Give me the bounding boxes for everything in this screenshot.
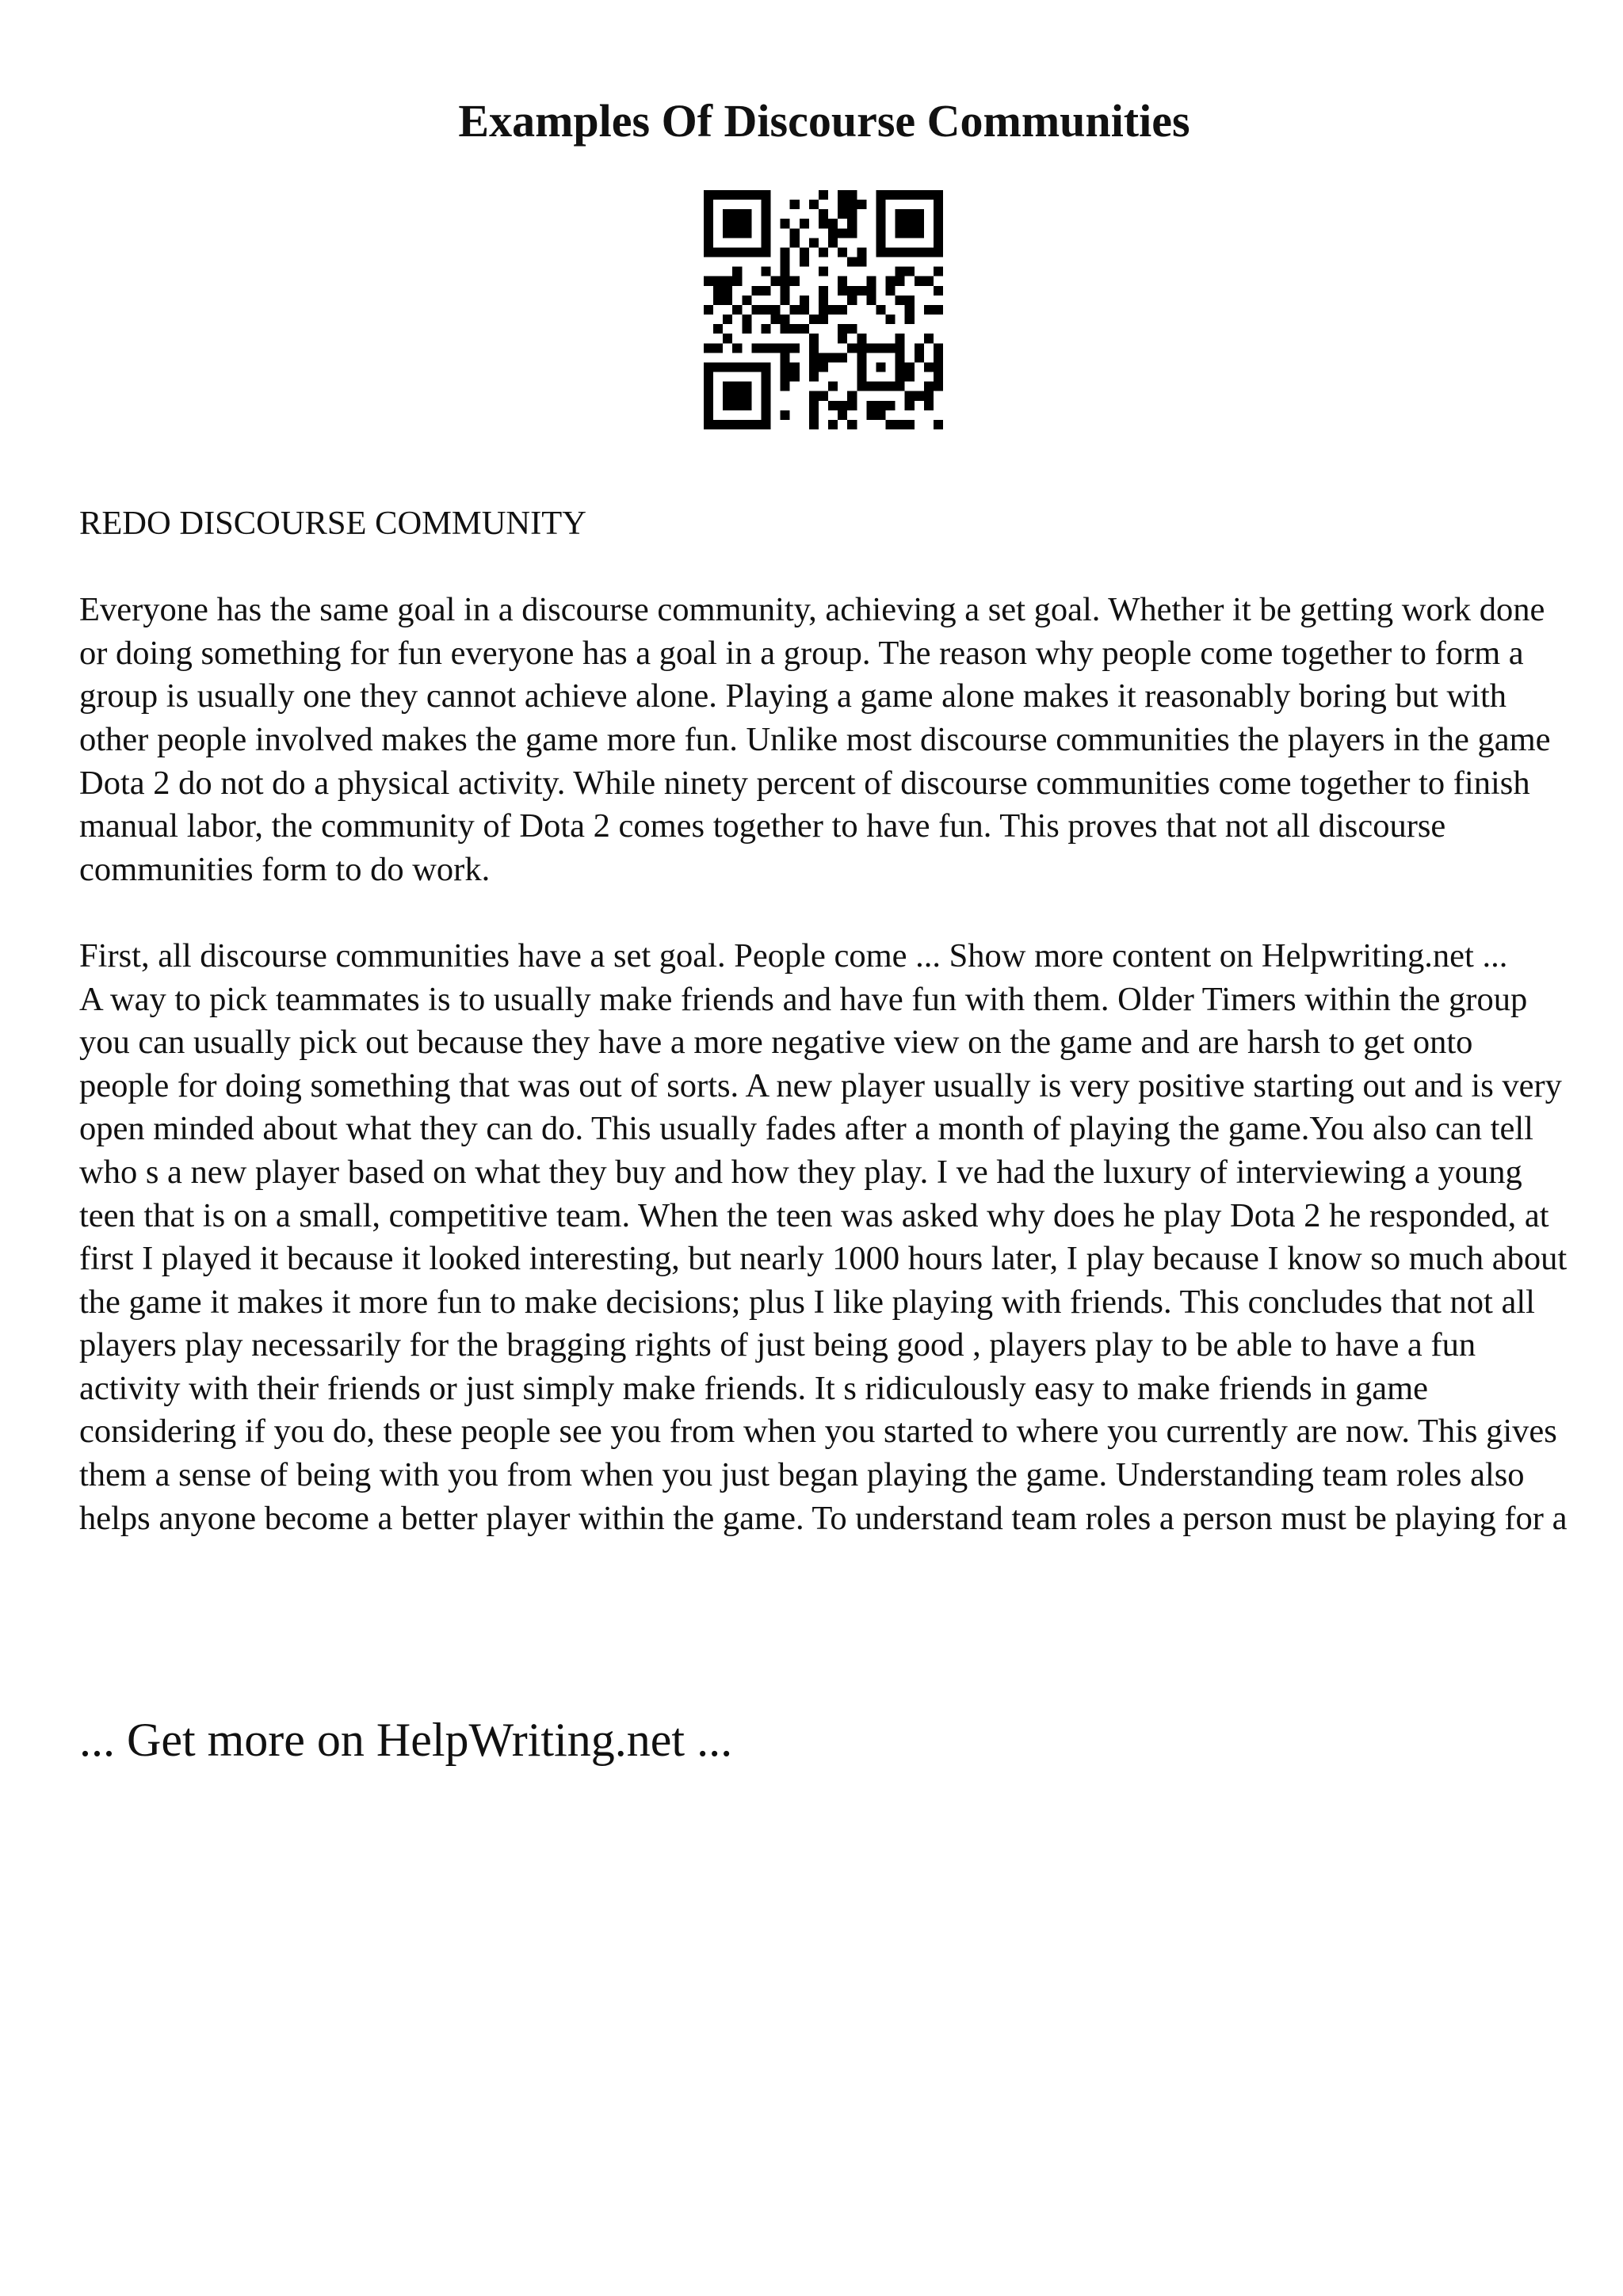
get-more-link[interactable]: ... Get more on HelpWriting.net ... bbox=[79, 1714, 733, 1766]
paragraph-intro: Everyone has the same goal in a discourse community, achieving a set goal. Whether it be getting work done or doing something for fun everyone has a goal in a group. The reason why people come together to form a group is usually one they cannot achieve alone. Playing a game alone makes it reasonably boring but with other people involved makes the game more fun. Unlike most discourse communities the players in the game Dota 2 do not do a physical activity. While ninety percent of discourse communities come together to finish manual labor, the community of Dota 2 comes together to have fun. This proves that not all discourse communities form to do work. bbox=[79, 591, 1551, 888]
document-title: Examples Of Discourse Communities bbox=[458, 95, 1190, 147]
paragraph-teammates: A way to pick teammates is to usually make friends and have fun with them. Older Timers within the group you can usually pick out because they have a more negative view on the game and are harsh to get onto people for doing something that was out of sorts. A new player usually is very positive starting out and is very open minded about what they can do. This usually fades after a month of playing the game.You also can tell who s a new player based on what they buy and how they play. I ve had the luxury of interviewing a young teen that is on a small, competitive team. When the teen was asked why does he play Dota 2 he responded, at first I played it because it looked interesting, but nearly 1000 hours later, I play because I know so much about the game it makes it more fun to make decisions; plus I like playing with friends. This concludes that not all players play necessarily for the bragging rights of just being good , players play to be able to have a fun activity with their friends or just simply make friends. It s ridiculously easy to make friends in game considering if you do, these people see you from when you started to where you currently are now. This gives them a sense of being with you from when you just began playing the game. Understanding team roles also helps anyone become a better player within the game. To understand team roles a person must be playing for a bbox=[79, 980, 1568, 1537]
paragraph-show-more: First, all discourse communities have a set goal. People come ... Show more content on Helpwriting.net ... bbox=[79, 936, 1508, 974]
document-body bbox=[79, 502, 1569, 1540]
section-heading: REDO DISCOURSE COMMUNITY bbox=[79, 505, 586, 542]
qr-code-icon bbox=[704, 190, 943, 429]
